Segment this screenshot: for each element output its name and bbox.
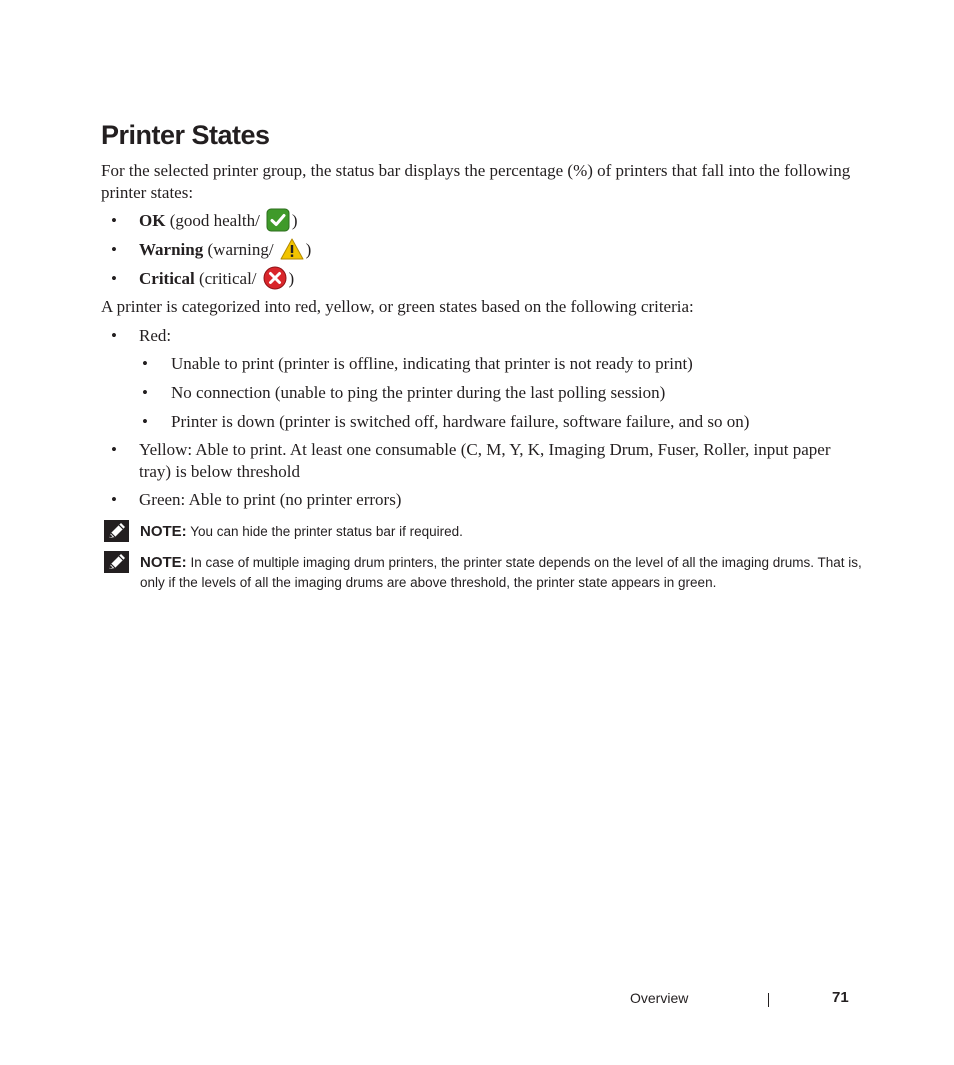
criteria-yellow-line1: Yellow: Able to print. At least one consumable (C, M, Y, K, Imaging Drum, Fuser, Roller, input paper (139, 440, 831, 459)
state-close: ) (305, 240, 312, 259)
note-2 (140, 553, 870, 593)
bullet: • (111, 490, 117, 509)
state-desc: (critical/ (198, 269, 257, 288)
note-1 (140, 522, 870, 542)
state-desc: (warning/ (207, 240, 274, 259)
note-pencil-icon (104, 520, 129, 542)
criteria-red-label: Red: (139, 326, 172, 345)
note-body: In case of multiple imaging drum printers, the printer state depends on the level of all the imaging drums. That is, only if the levels of all the imaging drums are above threshold, the printer state appears in green. (140, 555, 862, 590)
footer-section-name: Overview (630, 990, 689, 1006)
bullet: • (142, 354, 148, 373)
ok-check-icon (266, 208, 290, 232)
criteria-intro: A printer is categorized into red, yellow, or green states based on the following criteria: (101, 297, 694, 316)
state-name: Warning (139, 240, 204, 259)
note-label: NOTE: (140, 523, 187, 540)
criteria-green: Green: Able to print (no printer errors) (139, 490, 402, 509)
critical-x-icon (263, 266, 287, 290)
state-close: ) (291, 211, 298, 230)
state-name: Critical (139, 269, 195, 288)
state-close: ) (288, 269, 295, 288)
red-criterion: Printer is down (printer is switched off, hardware failure, software failure, and so on) (171, 412, 750, 431)
note-label: NOTE: (140, 554, 187, 571)
criteria-yellow-line2: tray) is below threshold (139, 462, 300, 481)
bullet: • (111, 240, 117, 259)
bullet: • (111, 211, 117, 230)
page-title: Printer States (101, 120, 270, 150)
red-criterion: Unable to print (printer is offline, indicating that printer is not ready to print) (171, 354, 693, 373)
intro-paragraph: For the selected printer group, the status bar displays the percentage (%) of printers that fall into the following printer states: (101, 161, 851, 202)
state-name: OK (139, 211, 166, 230)
state-desc: (good health/ (169, 211, 260, 230)
red-criterion: No connection (unable to ping the printer during the last polling session) (171, 383, 666, 402)
page-number: 71 (832, 989, 849, 1006)
bullet: • (111, 326, 117, 345)
bullet: • (142, 412, 148, 431)
footer-divider (768, 993, 769, 1007)
bullet: • (142, 383, 148, 402)
bullet: • (111, 269, 117, 288)
bullet: • (111, 440, 117, 459)
note-body: You can hide the printer status bar if required. (190, 524, 463, 539)
note-pencil-icon (104, 551, 129, 573)
warning-triangle-icon (280, 237, 304, 261)
